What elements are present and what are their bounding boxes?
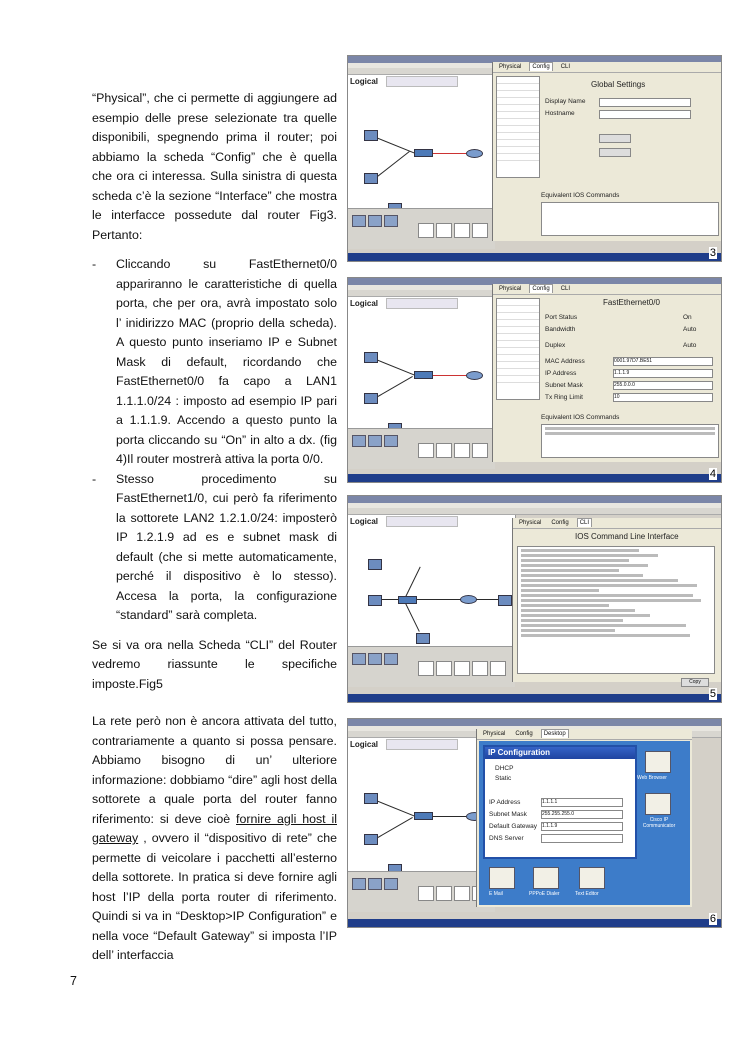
field-label: MAC Address: [545, 358, 585, 365]
connection-tool-icon[interactable]: [418, 886, 434, 901]
panel-title: Global Settings: [591, 80, 646, 89]
panel-title: FastEthernet0/0: [603, 298, 660, 307]
email-icon[interactable]: [489, 867, 515, 889]
pc-icon: [364, 352, 378, 363]
figure-5-screenshot: [347, 495, 722, 703]
device-category-icon[interactable]: [384, 215, 398, 227]
tab-cli[interactable]: CLI: [577, 518, 592, 527]
link-line: [428, 153, 466, 154]
workspace-label: Logical: [350, 299, 379, 308]
intro-paragraph: “Physical”, che ci permette di aggiungere ad esempio delle prese selezionate tra quelle disponibili, spegnendo prima il router; poi abbiamo la scheda “Config” che è quella che ora ci interessa. Sulla sinistra di questa scheda c’è la sezione “Interface” che mostra le interfacce possedute dal router Fig3. Pertanto:: [92, 91, 337, 242]
connection-tool-icon[interactable]: [454, 443, 470, 458]
figure-6-screenshot: [347, 718, 722, 928]
footer-label: Equivalent IOS Commands: [541, 414, 620, 421]
dialog-tabs: [493, 284, 721, 295]
field-label: IP Address: [545, 370, 577, 377]
tab-physical[interactable]: Physical: [519, 520, 542, 526]
ios-commands-box: [541, 424, 719, 458]
device-category-icon[interactable]: [384, 435, 398, 447]
device-category-icon[interactable]: [352, 653, 366, 665]
device-category-icon[interactable]: [368, 435, 382, 447]
taskbar: [348, 919, 721, 927]
toolbar: [348, 508, 721, 515]
ip-config-title: IP Configuration: [485, 747, 635, 759]
cli-paragraph: Se si va ora nella Scheda “CLI” del Router vedremo riassunte le specifiche imposte.Fig5: [92, 637, 337, 691]
text-column: [92, 89, 337, 966]
taskbar: [348, 253, 721, 261]
pppoe-dialer-icon[interactable]: [533, 867, 559, 889]
ios-commands-box: [541, 202, 719, 236]
link-line: [428, 816, 466, 817]
gateway-text-2: , ovvero il “dispositivo di rete” che permette di veicolare i pacchetti all’esterno della sottorete. In pratica si deve fornire agli host l’IP della porta router di riferimento. Quindi si va in “Desktop>IP Configuration” e nella voce “Default Gateway” si imposta l’IP dell’ interfaccia: [92, 831, 337, 962]
dialog-tabs: [493, 62, 721, 73]
dhcp-radio[interactable]: DHCP: [495, 765, 514, 772]
device-category-icon[interactable]: [368, 878, 382, 890]
root-bar: [386, 298, 458, 309]
dns-server-input[interactable]: [541, 834, 623, 843]
field-label: DNS Server: [489, 835, 524, 842]
interface-list[interactable]: [496, 298, 540, 400]
tab-physical[interactable]: Physical: [499, 286, 522, 292]
bullet-text: Stesso procedimento su FastEthernet1/0, cui però fa riferimento la sottorete LAN2 1.2.1.0/24: imposterò IP 1.2.1.9 ad es e subnet mask di default (che si mette automaticamente, perché il dispositivo è lo stesso). Accesa la porta, la configurazione “standard” sarà completa.: [116, 471, 337, 622]
link-line: [376, 359, 419, 377]
root-bar: [386, 739, 458, 750]
root-bar: [386, 76, 458, 87]
tab-config[interactable]: Config: [529, 62, 552, 71]
root-bar: [386, 516, 458, 527]
tab-config[interactable]: Config: [515, 731, 533, 737]
field-label: Default Gateway: [489, 823, 538, 830]
pc-icon: [364, 393, 378, 404]
erase-button[interactable]: [599, 134, 631, 143]
panel-title: IOS Command Line Interface: [575, 532, 679, 541]
bullet-item: [92, 470, 337, 626]
connection-tool-icon[interactable]: [490, 661, 506, 676]
device-category-icon[interactable]: [352, 435, 366, 447]
router-icon: [466, 149, 483, 158]
device-category-icon[interactable]: [352, 215, 366, 227]
tab-cli[interactable]: CLI: [560, 286, 571, 292]
link-line: [376, 151, 410, 178]
bullet-item: [92, 255, 337, 470]
tab-desktop[interactable]: Desktop: [541, 729, 569, 738]
device-palette: [348, 646, 515, 687]
tab-physical[interactable]: Physical: [499, 64, 522, 70]
pc-icon: [416, 633, 430, 644]
desktop-icon-label: E Mail: [489, 891, 503, 897]
link-line: [376, 817, 413, 839]
bullet-marker: -: [92, 471, 97, 486]
connection-tool-icon[interactable]: [418, 223, 434, 238]
gateway-underlined-text: fornire agli host il gateway: [92, 811, 337, 845]
field-label: Duplex: [545, 342, 566, 349]
device-category-icon[interactable]: [384, 653, 398, 665]
ip-address-input[interactable]: 1.1.1.9: [613, 369, 713, 378]
default-gateway-input[interactable]: 1.1.1.9: [541, 822, 623, 831]
pc-icon: [364, 173, 378, 184]
switch-icon: [414, 149, 433, 157]
static-radio[interactable]: Static: [495, 775, 512, 782]
field-label: Port Status: [545, 314, 578, 321]
switch-icon: [414, 371, 433, 379]
pc-icon: [364, 793, 378, 804]
field-label: Display Name: [545, 98, 586, 105]
figure-4-screenshot: [347, 277, 722, 483]
link-line: [374, 599, 504, 600]
connection-tool-icon[interactable]: [472, 223, 488, 238]
gateway-paragraph: [92, 712, 337, 966]
web-browser-icon[interactable]: [645, 751, 671, 773]
gateway-text-1: La rete però non è ancora attivata del tutto, contrariamente a quanto si possa pensare. Abbiamo bisogno di un’ ulteriore informazione: dobbiamo “dire” agli host della sottorete a quale porta del router fanno riferimento: si deve cioè: [92, 714, 337, 826]
connection-tool-icon[interactable]: [454, 886, 470, 901]
pc-icon: [368, 595, 382, 606]
tab-config[interactable]: Config: [551, 520, 569, 526]
pc-icon: [364, 130, 378, 141]
desktop-icon-label: PPPoE Dialer: [529, 891, 560, 897]
save-button[interactable]: [599, 148, 631, 157]
device-category-icon[interactable]: [368, 215, 382, 227]
bullet-text: Cliccando su FastEthernet0/0 appariranno le caratteristiche di quella porta, che per ora, avrà impostato solo l’ inidirizzo MAC (proprio della scheda). A questo punto inseriamo IP e Subnet Mask di default, ricordando che FastEthernet0/0 fa capo a LAN1 1.1.1.0/24 : imposto ad esempio IP pari a 1.1.1.9. Accendo a questo punto la porta cliccando su “On” in alto a dx. (fig 4)Il router mostrerà attiva la porta 0/0.: [116, 257, 337, 466]
pc-icon: [364, 834, 378, 845]
connection-tool-icon[interactable]: [436, 223, 452, 238]
router-config-dialog: [492, 284, 721, 462]
page-number: 7: [70, 974, 77, 988]
field-label: IP Address: [489, 799, 521, 806]
router-cli-dialog: [512, 518, 721, 685]
device-palette: [348, 428, 495, 469]
field-label: Tx Ring Limit: [545, 394, 583, 401]
figure-number: 3: [709, 247, 716, 259]
dialog-tabs: [513, 518, 721, 529]
device-category-icon[interactable]: [384, 878, 398, 890]
desktop-icon-label: Web Browser: [637, 775, 667, 781]
connection-tool-icon[interactable]: [436, 886, 452, 901]
pc-icon: [368, 559, 382, 570]
subnet-mask-input[interactable]: 255.0.0.0: [613, 381, 713, 390]
tab-cli[interactable]: CLI: [560, 64, 571, 70]
connection-tool-icon[interactable]: [418, 443, 434, 458]
mac-address-input[interactable]: 0001.97D7.BE51: [613, 357, 713, 366]
workspace-label: Logical: [350, 77, 379, 86]
figure-number: 5: [709, 688, 716, 700]
workspace-label: Logical: [350, 517, 379, 526]
bandwidth-value[interactable]: Auto: [683, 326, 697, 333]
desktop-area: [479, 741, 690, 905]
port-status-value[interactable]: On: [683, 314, 692, 321]
device-palette: [348, 871, 495, 912]
bullet-marker: -: [92, 257, 97, 271]
workspace-label: Logical: [350, 740, 379, 749]
figure-3-screenshot: [347, 55, 722, 262]
taskbar: [348, 694, 721, 702]
connection-tool-icon[interactable]: [418, 661, 434, 676]
subnet-mask-input[interactable]: 255.255.255.0: [541, 810, 623, 819]
figure-number: 6: [709, 913, 716, 925]
window-titlebar: [348, 496, 721, 503]
field-label: Hostname: [545, 110, 575, 117]
taskbar: [348, 474, 721, 482]
tab-config[interactable]: Config: [529, 284, 552, 293]
figure-number: 4: [709, 468, 716, 480]
ip-communicator-icon[interactable]: [645, 793, 671, 815]
connection-tool-icon[interactable]: [436, 661, 452, 676]
router-config-dialog: [492, 62, 721, 241]
desktop-icon-label: Cisco IP Communicator: [642, 817, 676, 829]
field-label: Subnet Mask: [545, 382, 583, 389]
link-line: [376, 376, 413, 398]
connection-tool-icon[interactable]: [472, 661, 488, 676]
connection-tool-icon[interactable]: [436, 443, 452, 458]
tx-ring-limit-input[interactable]: 10: [613, 393, 713, 402]
ip-address-input[interactable]: 1.1.1.1: [541, 798, 623, 807]
switch-icon: [398, 596, 417, 604]
copy-button[interactable]: Copy: [681, 678, 709, 687]
hostname-input[interactable]: [599, 110, 691, 119]
device-palette: [348, 208, 495, 249]
desktop-icon-label: Text Editor: [575, 891, 599, 897]
duplex-value[interactable]: Auto: [683, 342, 697, 349]
router-icon: [466, 371, 483, 380]
device-category-icon[interactable]: [368, 653, 382, 665]
cli-console[interactable]: [517, 546, 715, 674]
field-label: Bandwidth: [545, 326, 576, 333]
pc-icon: [498, 595, 512, 606]
tab-physical[interactable]: Physical: [483, 731, 506, 737]
link-line: [376, 800, 419, 818]
link-line: [404, 567, 421, 600]
interface-list[interactable]: [496, 76, 540, 178]
device-category-icon[interactable]: [352, 878, 366, 890]
pc-desktop-dialog: [476, 729, 692, 907]
link-line: [428, 375, 466, 376]
dialog-tabs: [477, 729, 692, 740]
connection-tool-icon[interactable]: [454, 661, 470, 676]
router-icon: [460, 595, 477, 604]
link-line: [376, 137, 419, 155]
footer-label: Equivalent IOS Commands: [541, 192, 620, 199]
text-editor-icon[interactable]: [579, 867, 605, 889]
connection-tool-icon[interactable]: [454, 223, 470, 238]
ip-configuration-window: [483, 745, 637, 859]
display-name-input[interactable]: [599, 98, 691, 107]
field-label: Subnet Mask: [489, 811, 527, 818]
window-titlebar: [348, 719, 721, 726]
connection-tool-icon[interactable]: [472, 443, 488, 458]
switch-icon: [414, 812, 433, 820]
